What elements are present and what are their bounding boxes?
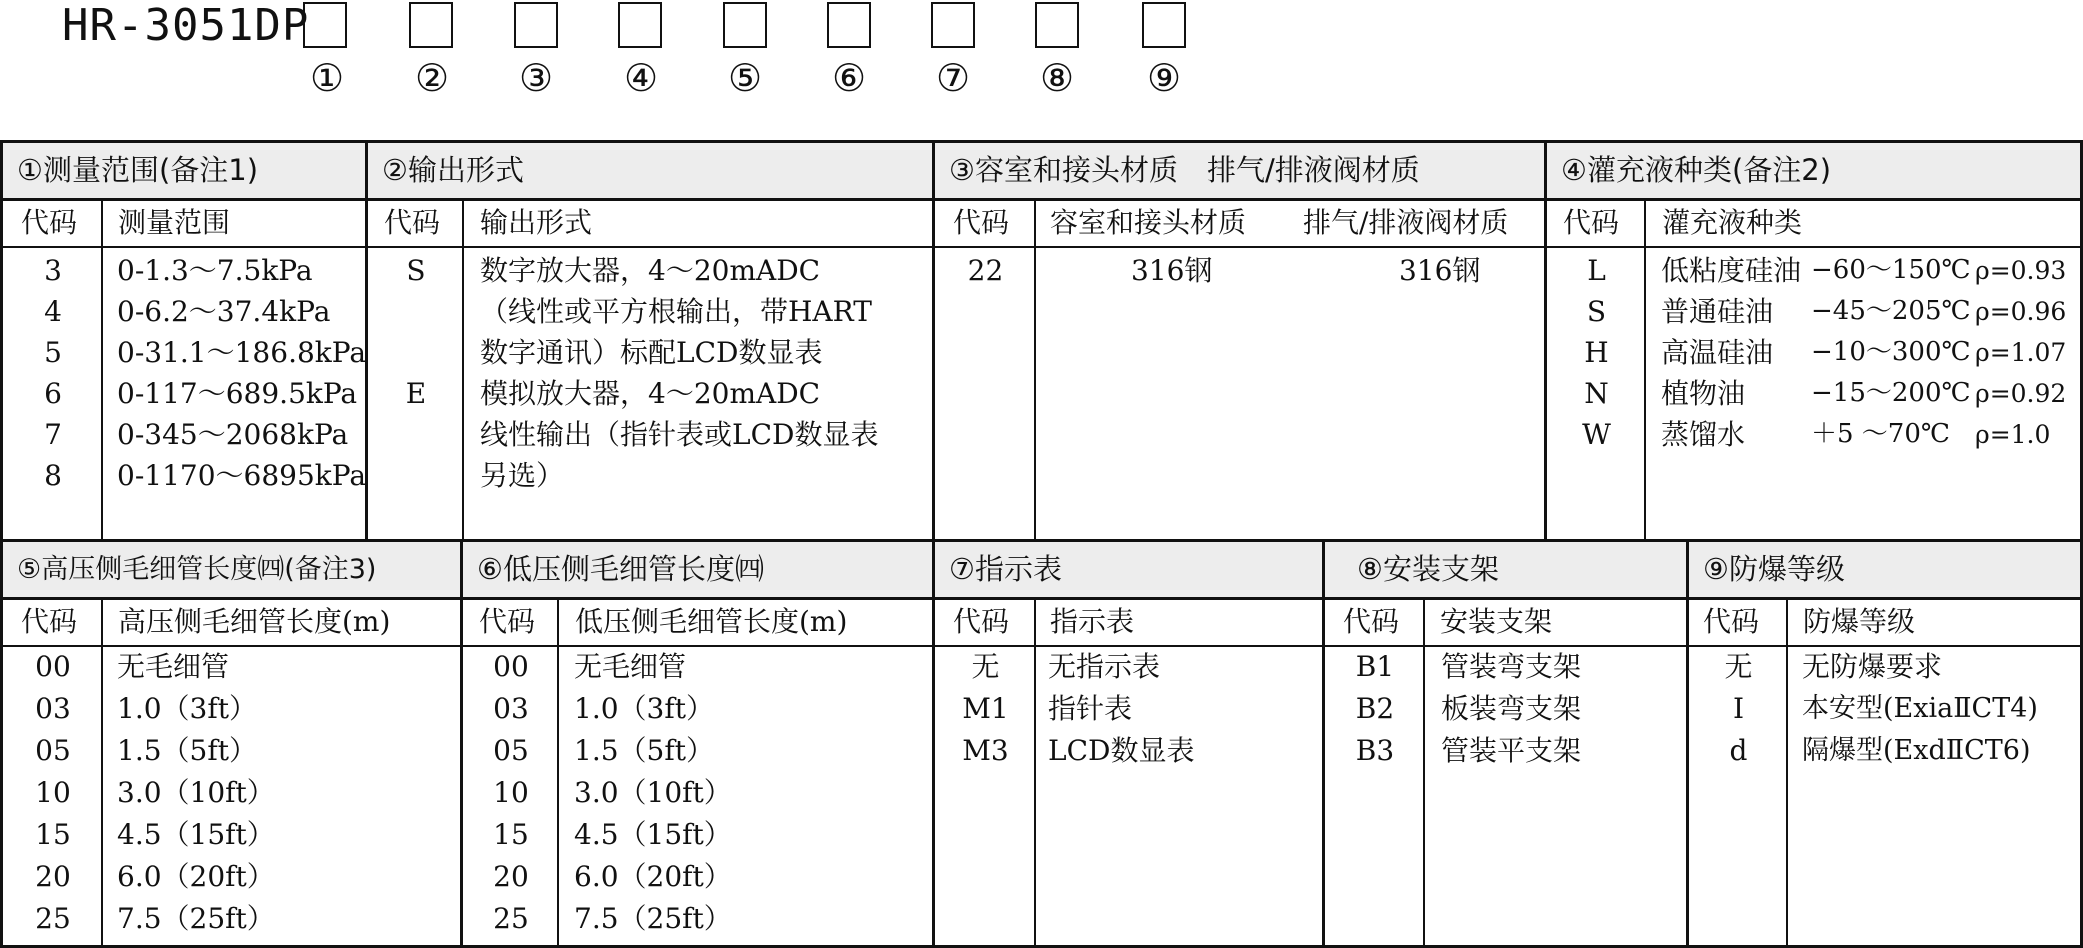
material-valve: 316钢 [1399,254,1481,287]
hp-desc-3: 1.5（5ft） [117,734,257,767]
indicator-desc-3: LCD数显表 [1048,734,1195,767]
panel-lp-capillary [463,542,935,945]
explosion-code-1: 无 [1724,650,1753,683]
output-line-2: （线性或平方根输出，带HART [480,295,872,328]
fill-temp-4: −15～200℃ [1811,378,1971,408]
lower-table [0,539,2083,948]
lp-desc-6: 6.0（20ft） [574,860,732,893]
hp-code-1: 00 [35,650,71,683]
position-box-1 [303,2,347,48]
code-header: 代码 [384,206,441,239]
material-code-1: 22 [967,254,1004,287]
fill-rho-3: ρ=1.07 [1975,338,2067,367]
panel-title: ⑤高压侧毛细管长度㈣(备注3) [3,542,460,600]
panel-title: ⑥低压侧毛细管长度㈣ [463,542,932,600]
range-desc-3: 0-31.1～186.8kPa [117,336,367,369]
hp-code-3: 05 [35,734,71,767]
hp-desc-5: 4.5（15ft） [117,818,275,851]
bracket-desc-3: 管装平支架 [1441,734,1582,767]
lp-code-7: 25 [493,902,529,935]
desc-header: 安装支架 [1440,605,1553,638]
fill-rho-1: ρ=0.93 [1975,256,2067,285]
range-desc-5: 0-345～2068kPa [117,418,349,451]
panel-measurement-range [3,143,368,539]
panel-material [935,143,1547,539]
hp-code-2: 03 [35,692,71,725]
panel-title: ⑨防爆等级 [1689,542,2080,600]
panel-fill-fluid [1547,143,2080,539]
explosion-code-2: I [1732,692,1745,725]
code-header: 代码 [479,605,536,638]
fill-temp-1: −60～150℃ [1811,255,1971,285]
range-code-2: 4 [44,295,62,328]
position-number-4: ④ [623,56,659,100]
hp-desc-4: 3.0（10ft） [117,776,275,809]
indicator-desc-1: 无指示表 [1048,650,1161,683]
fill-name-2: 普通硅油 [1661,295,1774,328]
lp-desc-7: 7.5（25ft） [574,902,732,935]
range-desc-4: 0-117～689.5kPa [117,377,358,410]
lp-code-6: 20 [493,860,529,893]
code-header: 代码 [21,605,78,638]
desc-header: 低压侧毛细管长度(m) [575,605,848,638]
fill-rho-2: ρ=0.96 [1975,297,2067,326]
code-header: 代码 [1563,206,1620,239]
desc-header: 测量范围 [118,206,231,239]
explosion-desc-2: 本安型(ExiaⅡCT4) [1802,693,2038,724]
range-code-1: 3 [44,254,62,287]
indicator-desc-2: 指针表 [1048,692,1133,725]
desc-header: 指示表 [1050,605,1135,638]
code-header: 代码 [953,605,1010,638]
lp-desc-3: 1.5（5ft） [574,734,714,767]
fill-code-n: N [1584,377,1609,410]
material-body: 316钢 [1131,254,1213,287]
fill-rho-5: ρ=1.0 [1975,420,2051,449]
output-code-e: E [405,377,427,410]
position-number-3: ③ [518,56,554,100]
bracket-code-1: B1 [1355,650,1395,683]
fill-name-4: 植物油 [1661,377,1746,410]
range-desc-1: 0-1.3～7.5kPa [117,254,313,287]
position-box-6 [827,2,871,48]
desc-header: 高压侧毛细管长度(m) [118,605,391,638]
fill-code-h: H [1584,336,1609,369]
panel-title: ①测量范围(备注1) [3,143,365,201]
lp-code-3: 05 [493,734,529,767]
fill-code-w: W [1582,418,1611,451]
explosion-desc-3: 隔爆型(ExdⅡCT6) [1802,735,2031,766]
model-name: HR-3051DP [62,0,310,51]
output-line-5: 线性输出（指针表或LCD数显表 [480,418,879,451]
desc-header: 容室和接头材质 [1050,206,1247,239]
position-number-7: ⑦ [935,56,971,100]
fill-rho-4: ρ=0.92 [1975,379,2067,408]
output-line-6: 另选） [480,459,565,492]
panel-explosion-proof [1689,542,2080,945]
position-box-7 [931,2,975,48]
desc-header: 防爆等级 [1803,605,1916,638]
panel-indicator [935,542,1325,945]
position-box-2 [409,2,453,48]
position-number-6: ⑥ [831,56,867,100]
panel-title: ⑧安装支架 [1325,542,1686,600]
hp-code-7: 25 [35,902,71,935]
lp-code-2: 03 [493,692,529,725]
desc-header-2: 排气/排液阀材质 [1303,206,1509,239]
position-box-8 [1035,2,1079,48]
code-header: 代码 [21,206,78,239]
panel-mounting-bracket [1325,542,1689,945]
desc-header: 灌充液种类 [1662,206,1803,239]
lp-code-1: 00 [493,650,529,683]
position-number-2: ② [414,56,450,100]
output-line-1: 数字放大器，4～20mADC [480,254,821,287]
upper-table [0,140,2083,542]
range-code-4: 6 [44,377,62,410]
indicator-code-2: M1 [962,692,1009,725]
bracket-desc-1: 管装弯支架 [1441,650,1582,683]
hp-code-4: 10 [35,776,71,809]
fill-name-1: 低粘度硅油 [1661,254,1802,287]
hp-desc-7: 7.5（25ft） [117,902,275,935]
bracket-code-2: B2 [1355,692,1395,725]
code-header: 代码 [1343,605,1400,638]
explosion-code-3: d [1729,734,1748,767]
lp-desc-4: 3.0（10ft） [574,776,732,809]
panel-title: ⑦指示表 [935,542,1322,600]
hp-code-5: 15 [35,818,71,851]
hp-desc-2: 1.0（3ft） [117,692,257,725]
fill-code-s: S [1586,295,1607,328]
range-code-5: 7 [44,418,62,451]
range-desc-6: 0-1170～6895kPa [117,459,367,492]
range-code-6: 8 [44,459,62,492]
panel-hp-capillary [3,542,463,945]
lp-code-5: 15 [493,818,529,851]
panel-output-form [368,143,935,539]
indicator-code-1: 无 [971,650,1000,683]
position-number-8: ⑧ [1039,56,1075,100]
output-code-s: S [406,254,426,287]
desc-header: 输出形式 [480,206,593,239]
bracket-code-3: B3 [1355,734,1395,767]
lp-desc-5: 4.5（15ft） [574,818,732,851]
hp-desc-1: 无毛细管 [117,650,230,683]
lp-desc-1: 无毛细管 [574,650,687,683]
position-box-5 [723,2,767,48]
position-box-9 [1142,2,1186,48]
range-code-3: 5 [44,336,62,369]
panel-title: ②输出形式 [368,143,932,201]
output-line-4: 模拟放大器，4～20mADC [480,377,821,410]
code-header: 代码 [1703,605,1760,638]
fill-name-5: 蒸馏水 [1661,418,1746,451]
lp-desc-2: 1.0（3ft） [574,692,714,725]
explosion-desc-1: 无防爆要求 [1802,650,1943,683]
output-line-3: 数字通讯）标配LCD数显表 [480,336,823,369]
bracket-desc-2: 板装弯支架 [1441,692,1582,725]
code-header: 代码 [953,206,1010,239]
fill-name-3: 高温硅油 [1661,336,1774,369]
fill-temp-3: −10～300℃ [1811,337,1971,367]
position-number-1: ① [309,56,345,100]
panel-title: ④灌充液种类(备注2) [1547,143,2080,201]
hp-desc-6: 6.0（20ft） [117,860,275,893]
position-box-4 [618,2,662,48]
fill-code-l: L [1587,254,1606,287]
panel-title: ③容室和接头材质 排气/排液阀材质 [935,143,1544,201]
position-number-5: ⑤ [727,56,763,100]
range-desc-2: 0-6.2～37.4kPa [117,295,331,328]
lp-code-4: 10 [493,776,529,809]
position-box-3 [514,2,558,48]
fill-temp-2: −45～205℃ [1811,296,1971,326]
fill-temp-5: ＋5 ～70℃ [1811,419,1950,449]
position-number-9: ⑨ [1146,56,1182,100]
hp-code-6: 20 [35,860,71,893]
indicator-code-3: M3 [962,734,1009,767]
